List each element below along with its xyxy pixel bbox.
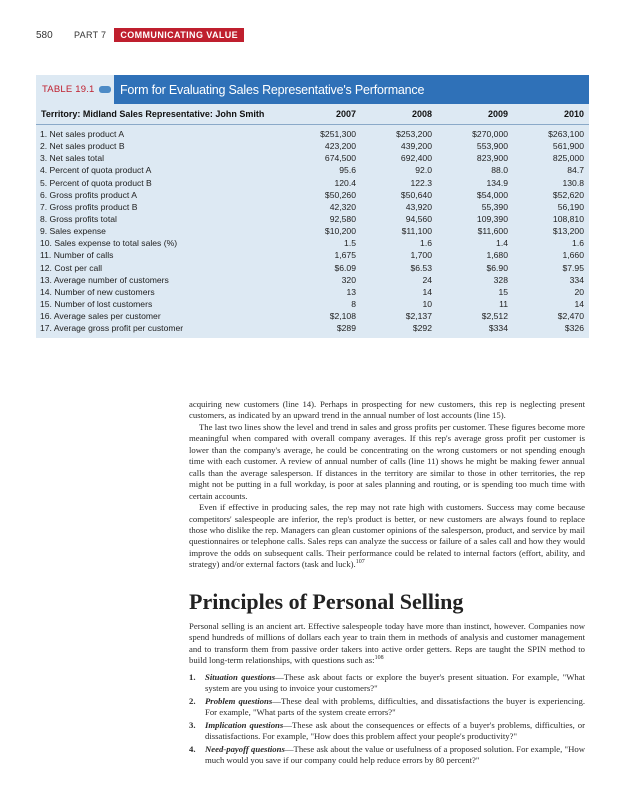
performance-table bbox=[36, 75, 589, 338]
table-row bbox=[36, 152, 589, 164]
value-cell: 42,320 bbox=[329, 201, 356, 212]
list-item-number: 2. bbox=[189, 695, 196, 706]
table-title: Form for Evaluating Sales Representative's Performance bbox=[114, 75, 589, 104]
value-cell: $50,260 bbox=[324, 189, 356, 200]
value-cell: $11,100 bbox=[401, 226, 432, 237]
table-row bbox=[36, 140, 589, 152]
value-cell: 20 bbox=[574, 286, 584, 297]
value-cell: 1,675 bbox=[334, 250, 356, 261]
row-label-cell: 14. Number of new customers bbox=[40, 286, 155, 297]
table-column-headers bbox=[36, 104, 589, 125]
table-row bbox=[36, 177, 589, 189]
list-item-number: 4. bbox=[189, 743, 196, 754]
value-cell: 692,400 bbox=[400, 153, 432, 164]
column-header-2008: 2008 bbox=[411, 109, 432, 119]
row-label-cell: 9. Sales expense bbox=[40, 226, 106, 237]
value-cell: 328 bbox=[493, 274, 508, 285]
value-cell: 88.0 bbox=[491, 165, 508, 176]
value-cell: 674,500 bbox=[324, 153, 356, 164]
value-cell: 24 bbox=[422, 274, 432, 285]
table-row bbox=[36, 262, 589, 274]
row-label-cell: 11. Number of calls bbox=[40, 250, 114, 261]
paragraph-3 bbox=[189, 502, 585, 571]
value-cell: $6.09 bbox=[334, 262, 356, 273]
body-text bbox=[189, 399, 585, 571]
value-cell: $289 bbox=[336, 323, 356, 334]
column-header-2009: 2009 bbox=[487, 109, 508, 119]
row-label-cell: 1. Net sales product A bbox=[40, 129, 125, 140]
value-cell: 120.4 bbox=[334, 177, 356, 188]
row-label-cell: 15. Number of lost customers bbox=[40, 299, 153, 310]
table-row bbox=[36, 213, 589, 225]
value-cell: $6.53 bbox=[410, 262, 432, 273]
value-cell: 122.3 bbox=[410, 177, 432, 188]
value-cell: 84.7 bbox=[567, 165, 584, 176]
value-cell: 92,580 bbox=[329, 214, 356, 225]
value-cell: $11,600 bbox=[477, 226, 508, 237]
footnote-ref-107: 107 bbox=[355, 559, 365, 566]
row-label-cell: 16. Average sales per customer bbox=[40, 311, 161, 322]
list-item-text: —These ask about the consequences or effects of a buyer's problems, difficulties, or dissatisfactions. For example, "How does this problem affect your people's productivity?" bbox=[205, 719, 585, 742]
value-cell: 15 bbox=[498, 286, 508, 297]
table-row bbox=[36, 237, 589, 249]
value-cell: $326 bbox=[564, 323, 584, 334]
table-row bbox=[36, 286, 589, 298]
table-row bbox=[36, 189, 589, 201]
value-cell: $292 bbox=[412, 323, 432, 334]
value-cell: 14 bbox=[422, 286, 432, 297]
table-label bbox=[36, 75, 114, 104]
table-row bbox=[36, 225, 589, 237]
value-cell: 14 bbox=[574, 299, 584, 310]
value-cell: $13,200 bbox=[552, 226, 584, 237]
value-cell: 1,680 bbox=[486, 250, 508, 261]
value-cell: 56,190 bbox=[557, 201, 584, 212]
page-number: 580 bbox=[36, 29, 53, 41]
list-item-number: 1. bbox=[189, 671, 196, 682]
row-label-cell: 4. Percent of quota product A bbox=[40, 165, 152, 176]
value-cell: $54,000 bbox=[476, 189, 508, 200]
value-cell: $2,108 bbox=[329, 311, 356, 322]
value-cell: 1.5 bbox=[344, 238, 356, 249]
table-rows bbox=[36, 125, 589, 334]
list-item-term: Need-payoff questions bbox=[205, 743, 285, 754]
table-tag-icon bbox=[99, 86, 111, 93]
value-cell: $2,512 bbox=[481, 311, 508, 322]
value-cell: $6.90 bbox=[486, 262, 508, 273]
table-header bbox=[36, 75, 589, 104]
column-header-territory: Territory: Midland Sales Representative: John Smith bbox=[41, 109, 265, 119]
value-cell: 1.4 bbox=[496, 238, 508, 249]
value-cell: 320 bbox=[341, 274, 356, 285]
row-label-cell: 5. Percent of quota product B bbox=[40, 177, 152, 188]
list-item-term: Implication questions bbox=[205, 719, 284, 730]
table-row bbox=[36, 249, 589, 261]
value-cell: 8 bbox=[351, 299, 356, 310]
value-cell: 109,390 bbox=[476, 214, 508, 225]
list-item-term: Problem questions bbox=[205, 695, 273, 706]
section-intro bbox=[189, 621, 585, 667]
value-cell: 130.8 bbox=[562, 177, 584, 188]
value-cell: 11 bbox=[499, 299, 508, 310]
table-body bbox=[36, 104, 589, 338]
paragraph-3-text: Even if effective in producing sales, the rep may not rate high with customers. Success may come because competitors' salespeople are inferior, the rep's product is better, or new customers are always found to replace those who dislike the rep. Managers can glean customer opinions of the salesperson, product, and service by mail questionnaires or telephone calls. Sales reps can analyze the success or failure of a sales call and how they would improve the odds on subsequent calls. Their performance could be related to internal factors (effort, ability, and strategy) and/or external factors (task and luck). bbox=[189, 502, 585, 570]
value-cell: 1.6 bbox=[572, 238, 584, 249]
value-cell: 823,900 bbox=[476, 153, 508, 164]
value-cell: 10 bbox=[422, 299, 432, 310]
row-label-cell: 17. Average gross profit per customer bbox=[40, 323, 184, 334]
value-cell: 825,000 bbox=[552, 153, 584, 164]
value-cell: 134.9 bbox=[486, 177, 508, 188]
part-label: PART 7 bbox=[74, 30, 107, 40]
table-row bbox=[36, 322, 589, 334]
paragraph-1: acquiring new customers (line 14). Perhaps in prospecting for new customers, this rep is neglecting present customers, as indicated by an upward trend in the annual number of lost accounts (line 15). bbox=[189, 399, 585, 421]
value-cell: 55,390 bbox=[481, 201, 508, 212]
value-cell: $251,300 bbox=[320, 129, 356, 140]
row-label-cell: 6. Gross profits product A bbox=[40, 189, 137, 200]
value-cell: $7.95 bbox=[562, 262, 584, 273]
list-item-number: 3. bbox=[189, 719, 196, 730]
value-cell: $263,100 bbox=[548, 129, 584, 140]
list-item bbox=[189, 720, 585, 743]
section-body bbox=[189, 621, 585, 767]
value-cell: 423,200 bbox=[324, 141, 356, 152]
table-row bbox=[36, 298, 589, 310]
value-cell: 1.6 bbox=[420, 238, 432, 249]
value-cell: 108,810 bbox=[552, 214, 584, 225]
row-label-cell: 8. Gross profits total bbox=[40, 214, 117, 225]
value-cell: $270,000 bbox=[472, 129, 508, 140]
row-label-cell: 7. Gross profits product B bbox=[40, 201, 138, 212]
value-cell: 43,920 bbox=[405, 201, 432, 212]
value-cell: 13 bbox=[346, 286, 356, 297]
table-row bbox=[36, 128, 589, 140]
row-label-cell: 13. Average number of customers bbox=[40, 274, 169, 285]
running-header bbox=[36, 28, 244, 42]
value-cell: $50,640 bbox=[400, 189, 432, 200]
list-item-text: —These deal with problems, difficulties, and dissatisfactions the buyer is experiencing. For example, "What parts of the system create errors?" bbox=[205, 695, 585, 718]
value-cell: $10,200 bbox=[324, 226, 356, 237]
column-header-2010: 2010 bbox=[563, 109, 584, 119]
table-row bbox=[36, 164, 589, 176]
list-item-term: Situation questions bbox=[205, 671, 276, 682]
value-cell: 553,900 bbox=[476, 141, 508, 152]
table-row bbox=[36, 201, 589, 213]
row-label-cell: 12. Cost per call bbox=[40, 262, 103, 273]
value-cell: 94,560 bbox=[405, 214, 432, 225]
column-header-2007: 2007 bbox=[335, 109, 356, 119]
section-intro-text: Personal selling is an ancient art. Effective salespeople today have more than instinct, however. Companies now spend hundreds of millions of dollars each year to train them in methods of analysis and customer management and to transform them from passive order takers into active order getters. Reps are taught the SPIN method to build long-term relationships, with questions such as: bbox=[189, 621, 585, 666]
row-label-cell: 10. Sales expense to total sales (%) bbox=[40, 238, 178, 249]
value-cell: $52,620 bbox=[552, 189, 584, 200]
value-cell: 92.0 bbox=[415, 165, 432, 176]
list-item bbox=[189, 744, 585, 767]
table-number: TABLE 19.1 bbox=[42, 84, 95, 95]
value-cell: $334 bbox=[488, 323, 508, 334]
value-cell: 561,900 bbox=[552, 141, 584, 152]
row-label-cell: 2. Net sales product B bbox=[40, 141, 125, 152]
section-heading: Principles of Personal Selling bbox=[189, 589, 464, 614]
value-cell: $2,470 bbox=[557, 311, 584, 322]
value-cell: 334 bbox=[569, 274, 584, 285]
value-cell: 95.6 bbox=[339, 165, 356, 176]
value-cell: 1,700 bbox=[410, 250, 432, 261]
paragraph-2: The last two lines show the level and trend in sales and gross profits per customer. These figures become more meaningful when compared with overall company averages. If this rep's average gross profit per customer is lower than the company's average, he could be concentrating on the wrong customers or not spending enough time with each customer. A review of annual number of calls (line 11) shows he might be making fewer annual calls than the average salesperson. If distances in the territory are similar to those in other territories, the rep might not be putting in a full workday, is poor at sales planning and routing, or is spending too much time with certain accounts. bbox=[189, 421, 585, 501]
value-cell: $253,200 bbox=[396, 129, 432, 140]
value-cell: 1,660 bbox=[562, 250, 584, 261]
table-row bbox=[36, 274, 589, 286]
section-badge: COMMUNICATING VALUE bbox=[114, 28, 244, 42]
spin-list bbox=[189, 672, 585, 767]
table-row bbox=[36, 310, 589, 322]
value-cell: $2,137 bbox=[405, 311, 432, 322]
value-cell: 439,200 bbox=[400, 141, 432, 152]
row-label-cell: 3. Net sales total bbox=[40, 153, 105, 164]
footnote-ref-108: 108 bbox=[374, 655, 384, 662]
list-item bbox=[189, 672, 585, 695]
list-item-text: —These ask about facts or explore the buyer's present situation. For example, "What system are you using to invoice your customers?" bbox=[205, 671, 586, 694]
list-item-text: —These ask about the value or usefulness of a proposed solution. For example, "How much would you save if our company could help reduce errors by 80 percent?" bbox=[205, 743, 585, 765]
list-item bbox=[189, 696, 585, 719]
